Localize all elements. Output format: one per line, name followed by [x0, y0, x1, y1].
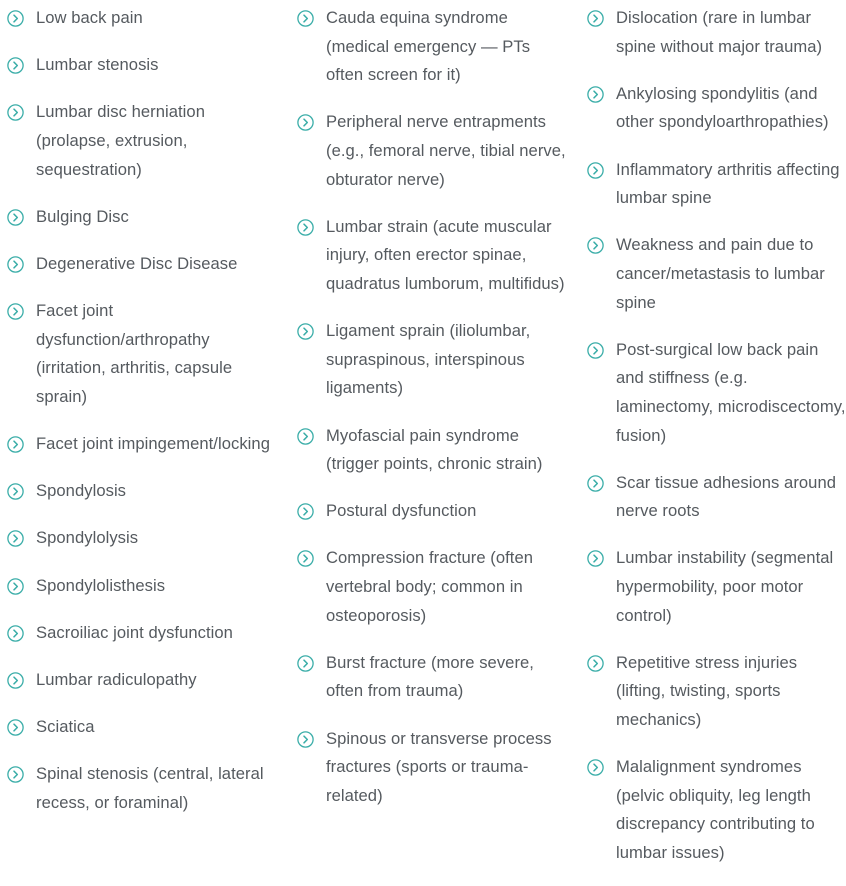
list-item-text: Repetitive stress injuries (lifting, twisting, sports mechanics) — [616, 652, 798, 730]
chevron-circle-right-icon — [7, 303, 24, 320]
chevron-circle-right-icon — [7, 719, 24, 736]
list-item — [6, 524, 276, 553]
list-item — [296, 422, 566, 479]
list-item-text: Spondylolysis — [36, 528, 139, 548]
chevron-circle-right-icon — [7, 57, 24, 74]
chevron-circle-right-icon — [587, 162, 604, 179]
list-item — [586, 469, 846, 526]
list-item-text: Ankylosing spondylitis (and other spondyloarthropathies) — [616, 83, 829, 132]
chevron-circle-right-icon — [7, 483, 24, 500]
list-item — [6, 98, 276, 184]
list-item-text: Malalignment syndromes (pelvic obliquity, leg length discrepancy contributing to lumbar issues) — [616, 757, 815, 862]
list-item — [296, 497, 566, 526]
chevron-circle-right-icon — [297, 428, 314, 445]
list-item — [296, 108, 566, 194]
list-item-text: Bulging Disc — [36, 206, 129, 226]
list-item — [586, 156, 846, 213]
chevron-circle-right-icon — [297, 655, 314, 672]
list-item — [6, 250, 276, 279]
chevron-circle-right-icon — [297, 219, 314, 236]
list-item — [586, 649, 846, 735]
list-item — [296, 725, 566, 811]
chevron-circle-right-icon — [7, 766, 24, 783]
list-item-text: Spinous or transverse process fractures (sports or trauma-related) — [326, 728, 552, 805]
list-item-text: Postural dysfunction — [326, 501, 477, 521]
column-1 — [6, 4, 276, 836]
list-item — [586, 231, 846, 317]
chevron-circle-right-icon — [587, 342, 604, 359]
chevron-circle-right-icon — [587, 550, 604, 567]
chevron-circle-right-icon — [297, 550, 314, 567]
list-item — [6, 477, 276, 506]
list-item — [6, 713, 276, 742]
list-item — [296, 4, 566, 90]
list-item-text: Lumbar strain (acute muscular injury, often erector spinae, quadratus lumborum, multifidus) — [326, 216, 565, 293]
list-item-text: Peripheral nerve entrapments (e.g., femoral nerve, tibial nerve, obturator nerve) — [326, 112, 566, 189]
list-item — [6, 297, 276, 411]
chevron-circle-right-icon — [7, 104, 24, 121]
list-item-text: Scar tissue adhesions around nerve roots — [616, 472, 837, 521]
list-item — [586, 544, 846, 630]
list-item-text: Spondylolisthesis — [36, 575, 166, 595]
list-item — [586, 4, 846, 61]
chevron-circle-right-icon — [7, 10, 24, 27]
chevron-circle-right-icon — [7, 209, 24, 226]
list-item-text: Ligament sprain (iliolumbar, supraspinous, interspinous ligaments) — [326, 321, 531, 398]
chevron-circle-right-icon — [587, 86, 604, 103]
list-item — [586, 80, 846, 137]
list-item — [586, 336, 846, 450]
list-item-text: Spinal stenosis (central, lateral recess, or foraminal) — [36, 764, 264, 812]
chevron-circle-right-icon — [7, 256, 24, 273]
chevron-circle-right-icon — [297, 10, 314, 27]
list-item-text: Burst fracture (more severe, often from trauma) — [326, 652, 534, 701]
chevron-circle-right-icon — [587, 759, 604, 776]
chevron-circle-right-icon — [7, 578, 24, 595]
list-item-text: Lumbar radiculopathy — [36, 670, 197, 690]
list-item-text: Sciatica — [36, 717, 95, 737]
chevron-circle-right-icon — [7, 436, 24, 453]
list-item-text: Facet joint impingement/locking — [36, 434, 270, 454]
list-item — [6, 203, 276, 232]
chevron-circle-right-icon — [587, 475, 604, 492]
chevron-circle-right-icon — [297, 503, 314, 520]
list-item-text: Myofascial pain syndrome (trigger points, chronic strain) — [326, 425, 543, 474]
list-item — [586, 753, 846, 867]
chevron-circle-right-icon — [297, 114, 314, 131]
list-item — [6, 4, 276, 33]
list-item-text: Low back pain — [36, 8, 143, 27]
list-item-text: Cauda equina syndrome (medical emergency — PTs often screen for it) — [326, 8, 531, 85]
list-item-text: Compression fracture (often vertebral body; common in osteoporosis) — [326, 548, 534, 625]
list-item-text: Degenerative Disc Disease — [36, 253, 238, 273]
list-item-text: Lumbar instability (segmental hypermobility, poor motor control) — [616, 548, 834, 625]
chevron-circle-right-icon — [7, 530, 24, 547]
list-item — [296, 649, 566, 706]
list-item — [296, 544, 566, 630]
list-item-text: Weakness and pain due to cancer/metastasis to lumbar spine — [616, 235, 825, 312]
list-item-text: Inflammatory arthritis affecting lumbar spine — [616, 159, 840, 208]
chevron-circle-right-icon — [297, 323, 314, 340]
list-item-text: Sacroiliac joint dysfunction — [36, 622, 233, 642]
list-item — [296, 213, 566, 299]
column-2 — [296, 4, 566, 829]
list-item — [6, 430, 276, 459]
list-item — [6, 666, 276, 695]
list-item — [6, 51, 276, 80]
list-item-text: Lumbar stenosis — [36, 55, 159, 75]
list-item — [296, 317, 566, 403]
list-item-text: Post-surgical low back pain and stiffness (e.g. laminectomy, microdiscectomy, fusion) — [616, 339, 846, 445]
list-item-text: Dislocation (rare in lumbar spine without major trauma) — [616, 8, 823, 56]
list-item — [6, 619, 276, 648]
chevron-circle-right-icon — [587, 655, 604, 672]
chevron-circle-right-icon — [587, 10, 604, 27]
list-item — [6, 572, 276, 601]
list-item — [6, 760, 276, 817]
list-item-text: Facet joint dysfunction/arthropathy (irritation, arthritis, capsule sprain) — [36, 301, 233, 406]
chevron-circle-right-icon — [587, 237, 604, 254]
list-item-text: Lumbar disc herniation (prolapse, extrusion, sequestration) — [36, 102, 205, 179]
chevron-circle-right-icon — [7, 625, 24, 642]
column-3 — [586, 4, 846, 886]
list-item-text: Spondylosis — [36, 481, 127, 501]
chevron-circle-right-icon — [297, 731, 314, 748]
chevron-circle-right-icon — [7, 672, 24, 689]
